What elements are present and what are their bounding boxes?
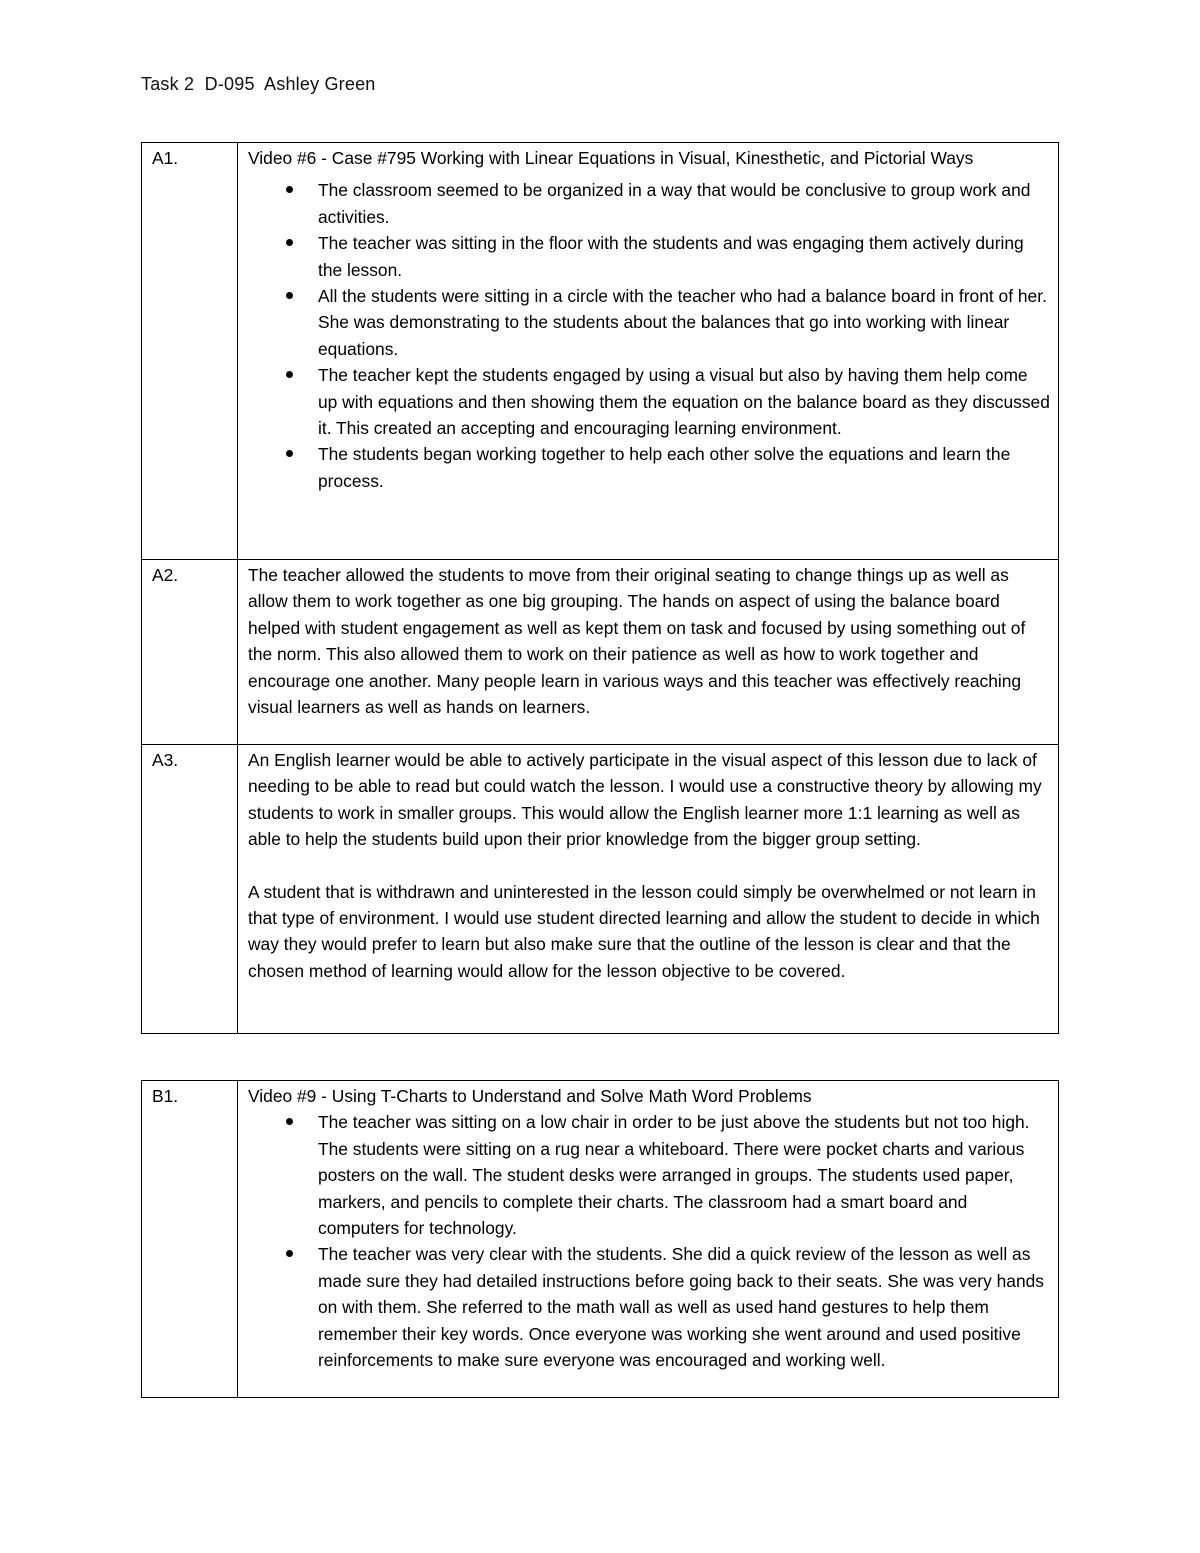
video-title-b1: Video #9 - Using T-Charts to Understand and Solve Math Word Problems <box>248 1086 812 1106</box>
document-header: Task 2 D-095 Ashley Green <box>141 74 376 94</box>
row-content-a3 <box>238 745 1059 1034</box>
list-item: The teacher kept the students engaged by using a visual but also by having them help come up with equations and then showing them the equation on the balance board as they discussed it. This created an accepting and encouraging learning environment. <box>318 362 1050 441</box>
list-item: The students began working together to help each other solve the equations and learn the process. <box>318 441 1050 494</box>
task-table-b <box>141 1080 1059 1398</box>
row-content-a1 <box>238 143 1059 560</box>
bullet-list-a1 <box>248 177 1050 494</box>
row-label-b1: B1. <box>142 1081 238 1398</box>
paragraph: A student that is withdrawn and uninterested in the lesson could simply be overwhelmed or not learn in that type of environment. I would use student directed learning and allow the student to decide in which way they would prefer to learn but also make sure that the outline of the lesson is clear and that the chosen method of learning would allow for the lesson objective to be covered. <box>248 881 1040 981</box>
row-content-b1 <box>238 1081 1059 1398</box>
list-item: All the students were sitting in a circle with the teacher who had a balance board in front of her. She was demonstrating to the students about the balances that go into working with linear equations. <box>318 283 1050 362</box>
list-item: The teacher was sitting on a low chair in order to be just above the students but not too high. The students were sitting on a rug near a whiteboard. There were pocket charts and various posters on the wall. The student desks were arranged in groups. The students used paper, markers, and pencils to complete their charts. The classroom had a smart board and computers for technology. <box>318 1109 1050 1241</box>
row-label-a1: A1. <box>142 143 238 560</box>
list-item: The teacher was sitting in the floor with the students and was engaging them actively during the lesson. <box>318 230 1050 283</box>
row-label-a2: A2. <box>142 560 238 745</box>
list-item: The teacher was very clear with the students. She did a quick review of the lesson as well as made sure they had detailed instructions before going back to their seats. She was very hands on with them. She referred to the math wall as well as used hand gestures to help them remember their key words. Once everyone was working she went around and used positive reinforcements to make sure everyone was encouraged and working well. <box>318 1241 1050 1373</box>
paragraph: An English learner would be able to actively participate in the visual aspect of this lesson due to lack of needing to be able to read but could watch the lesson. I would use a constructive theory by allowing my students to work in smaller groups. This would allow the English learner more 1:1 learning as well as able to help the students build upon their prior knowledge from the bigger group setting. <box>248 750 1042 850</box>
table-row-a2 <box>142 560 1059 745</box>
row-label-a3: A3. <box>142 745 238 1034</box>
list-item: The classroom seemed to be organized in a way that would be conclusive to group work and activities. <box>318 177 1050 230</box>
table-row-a3 <box>142 745 1059 1034</box>
bullet-list-b1 <box>248 1109 1050 1373</box>
row-content-a2 <box>238 560 1059 745</box>
video-title-a1: Video #6 - Case #795 Working with Linear Equations in Visual, Kinesthetic, and Pictorial Ways <box>248 148 974 168</box>
table-row-a1 <box>142 143 1059 560</box>
task-table-a <box>141 142 1059 1034</box>
paragraph: The teacher allowed the students to move from their original seating to change things up as well as allow them to work together as one big grouping. The hands on aspect of using the balance board helped with student engagement as well as kept them on task and focused by using something out of the norm. This also allowed them to work on their patience as well as how to work together and encourage one another. Many people learn in various ways and this teacher was effectively reaching visual learners as well as hands on learners. <box>248 565 1026 718</box>
table-row-b1 <box>142 1081 1059 1398</box>
